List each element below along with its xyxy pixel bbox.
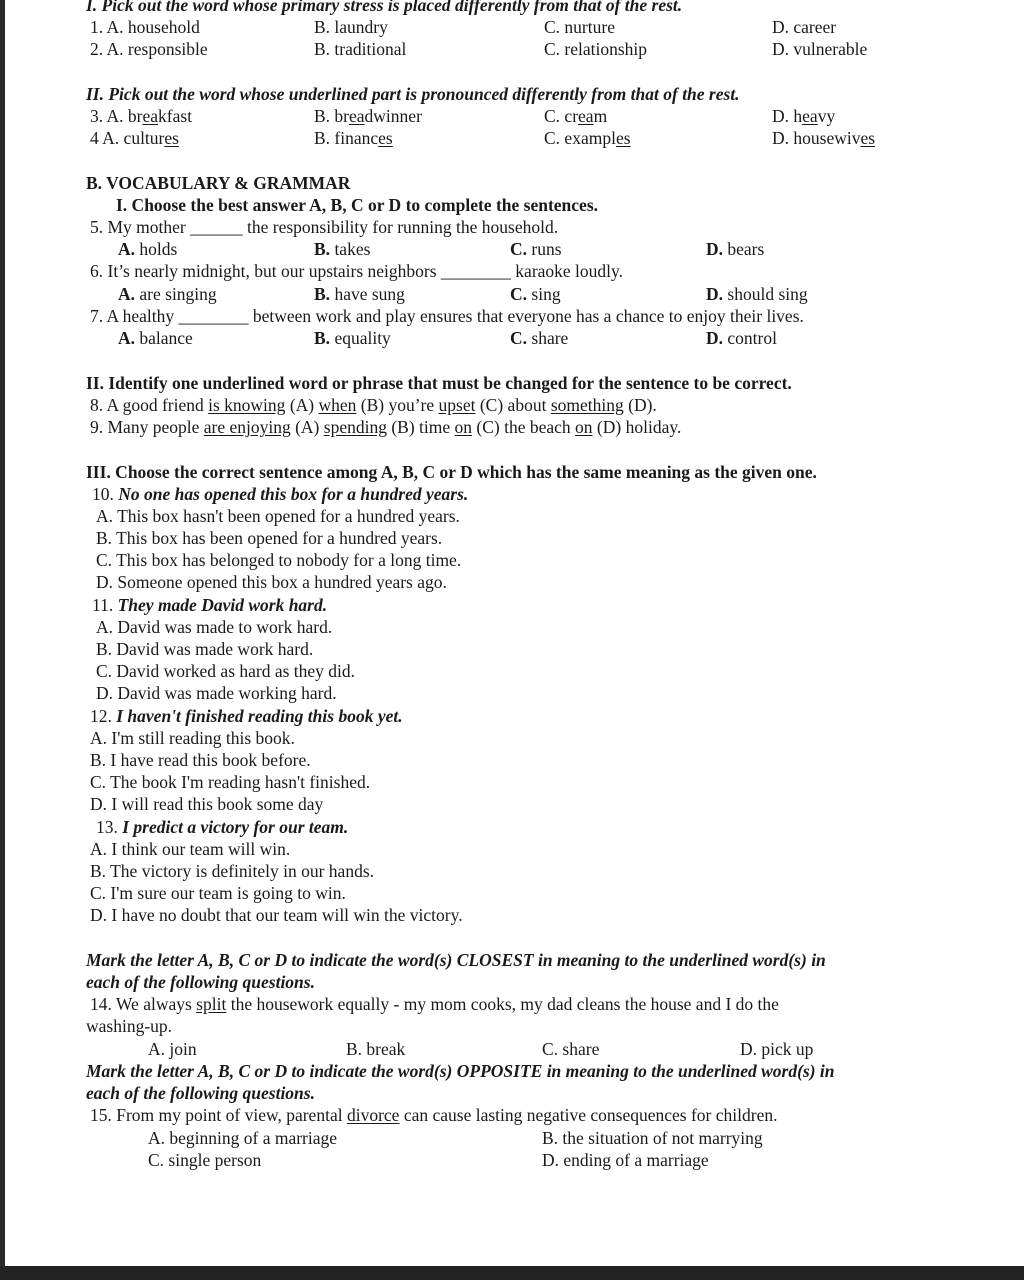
q5-option-d: D. bears: [706, 239, 765, 259]
q12-option-d: D. I will read this book some day: [90, 794, 324, 814]
q13-option-a: A. I think our team will win.: [90, 839, 291, 859]
closest-heading: Mark the letter A, B, C or D to indicate the word(s) CLOSEST in meaning to the underlined word(s) in: [86, 950, 826, 970]
q14-option-c: C. share: [542, 1039, 600, 1059]
q13-stem: 13. I predict a victory for our team.: [96, 817, 349, 837]
q11-option-c: C. David worked as hard as they did.: [96, 661, 356, 681]
q10-option-d: D. Someone opened this box a hundred years ago.: [96, 572, 447, 592]
q13-option-d: D. I have no doubt that our team will win the victory.: [90, 905, 463, 925]
vocab-heading: B. VOCABULARY & GRAMMAR: [86, 173, 351, 193]
q9-sentence: 9. Many people are enjoying (A) spending (B) time on (C) the beach on (D) holiday.: [90, 417, 682, 437]
q7-option-b: B. equality: [314, 328, 391, 348]
q3-option-a: 3. A. breakfast: [90, 106, 193, 126]
q4-option-a: 4 A. cultures: [90, 128, 179, 148]
q15-option-b: B. the situation of not marrying: [542, 1128, 763, 1148]
q7-option-a: A. balance: [118, 328, 193, 348]
q13-option-c: C. I'm sure our team is going to win.: [90, 883, 346, 903]
q1-option-c: C. nurture: [544, 17, 615, 37]
error-heading: II. Identify one underlined word or phrase that must be changed for the sentence to be correct.: [86, 373, 792, 393]
q6-option-b: B. have sung: [314, 284, 405, 304]
q7-option-c: C. share: [510, 328, 569, 348]
q5-stem: 5. My mother ______ the responsibility for running the household.: [90, 217, 559, 237]
q11-stem: 11. They made David work hard.: [92, 595, 328, 615]
q6-stem: 6. It’s nearly midnight, but our upstairs neighbors ________ karaoke loudly.: [90, 261, 624, 281]
q15-stem: 15. From my point of view, parental divorce can cause lasting negative consequences for children.: [90, 1105, 778, 1125]
q6-option-a: A. are singing: [118, 284, 217, 304]
q5-option-a: A. holds: [118, 239, 178, 259]
q15-option-c: C. single person: [148, 1150, 262, 1170]
q7-option-d: D. control: [706, 328, 777, 348]
q4-option-b: B. finances: [314, 128, 393, 148]
q10-stem: 10. No one has opened this box for a hundred years.: [92, 484, 469, 504]
q11-option-a: A. David was made to work hard.: [96, 617, 333, 637]
q5-option-c: C. runs: [510, 239, 562, 259]
q3-option-d: D. heavy: [772, 106, 836, 126]
q14-option-d: D. pick up: [740, 1039, 814, 1059]
vocab-subheading: I. Choose the best answer A, B, C or D to complete the sentences.: [116, 195, 599, 215]
q5-option-b: B. takes: [314, 239, 371, 259]
q1-option-a: 1. A. household: [90, 17, 200, 37]
q12-option-a: A. I'm still reading this book.: [90, 728, 295, 748]
q3-option-c: C. cream: [544, 106, 608, 126]
q14-stem-line2: washing-up.: [86, 1016, 173, 1036]
bottom-bar: [0, 1266, 1024, 1280]
q8-sentence: 8. A good friend is knowing (A) when (B) you’re upset (C) about something (D).: [90, 395, 657, 415]
page-left-edge: [0, 0, 5, 1280]
closest-heading-line2: each of the following questions.: [86, 972, 315, 992]
q1-option-b: B. laundry: [314, 17, 388, 37]
q14-stem: 14. We always split the housework equally - my mom cooks, my dad cleans the house and I do the: [90, 994, 779, 1014]
q4-option-d: D. housewives: [772, 128, 876, 148]
q10-option-b: B. This box has been opened for a hundred years.: [96, 528, 443, 548]
opposite-heading: Mark the letter A, B, C or D to indicate the word(s) OPPOSITE in meaning to the underlined word(s) in: [86, 1061, 835, 1081]
q2-option-c: C. relationship: [544, 39, 648, 59]
transform-heading: III. Choose the correct sentence among A, B, C or D which has the same meaning as the given one.: [86, 462, 817, 482]
q4-option-c: C. examples: [544, 128, 631, 148]
q3-option-b: B. breadwinner: [314, 106, 422, 126]
q12-stem: 12. I haven't finished reading this book yet.: [90, 706, 403, 726]
stress-heading: I. Pick out the word whose primary stress is placed differently from that of the rest.: [86, 0, 683, 15]
q2-option-b: B. traditional: [314, 39, 407, 59]
q1-option-d: D. career: [772, 17, 837, 37]
q2-option-d: D. vulnerable: [772, 39, 868, 59]
q13-option-b: B. The victory is definitely in our hands.: [90, 861, 375, 881]
q12-option-b: B. I have read this book before.: [90, 750, 311, 770]
opposite-heading-line2: each of the following questions.: [86, 1083, 315, 1103]
q2-option-a: 2. A. responsible: [90, 39, 208, 59]
q14-option-b: B. break: [346, 1039, 406, 1059]
q15-option-d: D. ending of a marriage: [542, 1150, 709, 1170]
q7-stem: 7. A healthy ________ between work and play ensures that everyone has a chance to enjoy their lives.: [90, 306, 804, 326]
q11-option-b: B. David was made work hard.: [96, 639, 314, 659]
q14-option-a: A. join: [148, 1039, 197, 1059]
q10-option-c: C. This box has belonged to nobody for a long time.: [96, 550, 462, 570]
q6-option-d: D. should sing: [706, 284, 808, 304]
q6-option-c: C. sing: [510, 284, 561, 304]
q11-option-d: D. David was made working hard.: [96, 683, 337, 703]
q12-option-c: C. The book I'm reading hasn't finished.: [90, 772, 371, 792]
pronunciation-heading: II. Pick out the word whose underlined part is pronounced differently from that of the rest.: [86, 84, 740, 104]
q10-option-a: A. This box hasn't been opened for a hundred years.: [96, 506, 460, 526]
q15-option-a: A. beginning of a marriage: [148, 1128, 338, 1148]
